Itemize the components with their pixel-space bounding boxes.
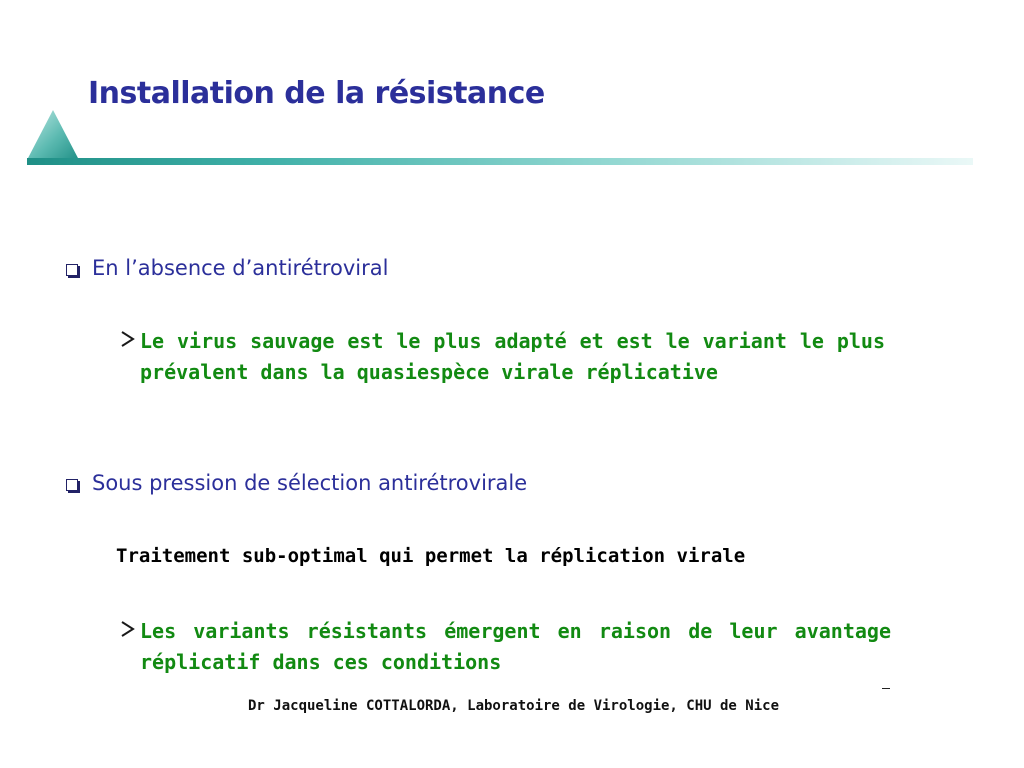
square-bullet-icon <box>66 479 78 491</box>
footer-dash <box>882 688 890 689</box>
title-underline <box>27 158 973 165</box>
section1-heading-row <box>66 256 388 280</box>
slide-footer: Dr Jacqueline COTTALORDA, Laboratoire de Virologie, CHU de Nice <box>248 698 780 714</box>
section2-note: Traitement sub-optimal qui permet la réplication virale <box>116 545 746 567</box>
section1-point-row <box>118 326 890 388</box>
section1-point: Le virus sauvage est le plus adapté et est le variant le plus prévalent dans la quasiespèce virale réplicative <box>140 329 885 384</box>
triangle-icon <box>27 110 79 162</box>
arrow-bullet-icon <box>118 329 140 349</box>
section2-point-row <box>118 616 896 678</box>
square-bullet-icon <box>66 264 78 276</box>
section2-point: Les variants résistants émergent en raison de leur avantage réplicatif dans ces conditions <box>140 619 891 674</box>
section2-heading-row <box>66 471 527 495</box>
section2-heading: Sous pression de sélection antirétrovirale <box>92 471 528 495</box>
slide-title: Installation de la résistance <box>88 76 545 111</box>
arrow-bullet-icon <box>118 619 140 639</box>
section2-note-row <box>116 545 745 567</box>
section1-heading: En l’absence d’antirétroviral <box>92 256 389 280</box>
